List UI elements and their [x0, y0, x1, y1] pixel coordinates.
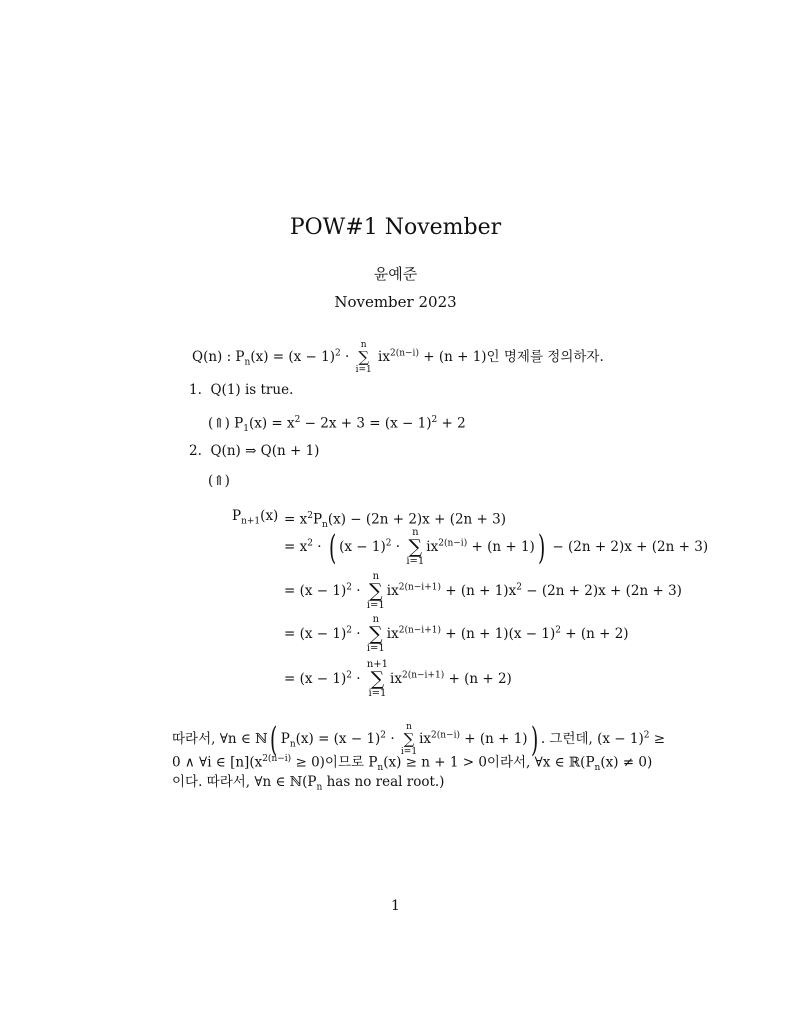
page-number: 1 [391, 898, 400, 914]
derivation-line-1-lhs: $P_{n+1}(x)$ [232, 508, 279, 527]
summation-symbol: n ∑ i=1 [366, 614, 385, 654]
list-item-2: 2. Q(n) ⇒ Q(n + 1) [189, 443, 320, 459]
list-item-1-proof: (⇑) $P_1(x) = x^2 - 2x + 3 = (x - 1)^2 + 2$ [208, 415, 466, 435]
list-item-1: 1. Q(1) is true. [189, 382, 294, 398]
conclusion-line-1: 따라서, ∀n ∈ ℕ( $P_n(x) = (x - 1)^2$ · n ∑ i=1 $ix^{2(n-i)} + (n + 1)$) . 그런데, $(x - 1)^2$ ≥ [172, 719, 666, 760]
summation-symbol: n ∑ i=1 [366, 571, 385, 611]
summation-symbol: n+1 ∑ i=1 [366, 659, 389, 699]
derivation-line-3: = $(x - 1)^2$ · n ∑ i=1 $ix^{2(n-i+1)} + (n + 1)x^2 - (2n + 2)x + (2n + 3)$ [284, 571, 682, 611]
conclusion-line-3: 이다. 따라서, ∀n ∈ $ℕ(P_n$ has no real root.) [172, 774, 445, 793]
derivation-line-5: = $(x - 1)^2$ · n+1 ∑ i=1 $ix^{2(n-i+1)} + (n + 2)$ [284, 659, 512, 699]
derivation-line-2: = $x^2$ · ( $(x - 1)^2$ · n ∑ i=1 $ix^{2(n-i)} + (n + 1)) - (2n + 2)x + (2n + 3)$ [284, 527, 709, 568]
conclusion-line-2: 0 ∧ ∀i ∈ $[n](x^{2(n-i)} \ge 0)$이므로 $P_n(x) \ge n + 1 > 0$이라서, ∀x ∈ $ℝ(P_n(x) \ne 0)$ [172, 754, 653, 774]
document-date: November 2023 [334, 293, 457, 311]
derivation-line-4: = $(x - 1)^2$ · n ∑ i=1 $ix^{2(n-i+1)} + (n + 1)(x - 1)^2 + (n + 2)$ [284, 614, 629, 654]
summation-symbol: n ∑ i=1 [406, 527, 425, 567]
author-name: 윤예준 [373, 265, 418, 283]
derivation-line-1: = $x^2P_n(x) - (2n + 2)x + (2n + 3)$ [284, 511, 506, 531]
summation-symbol: n ∑ i=1 [400, 722, 418, 757]
list-item-2-mark: (⇑) [208, 473, 230, 489]
page-title: POW#1 November [289, 215, 502, 240]
definition-line: Q(n) : $P_n(x) = (x - 1)^2$ · n ∑ i=1 $ix^{2(n-i)} + (n + 1)$인 명제를 정의하자. [192, 340, 604, 375]
summation-symbol: n ∑ i=1 [355, 340, 372, 375]
